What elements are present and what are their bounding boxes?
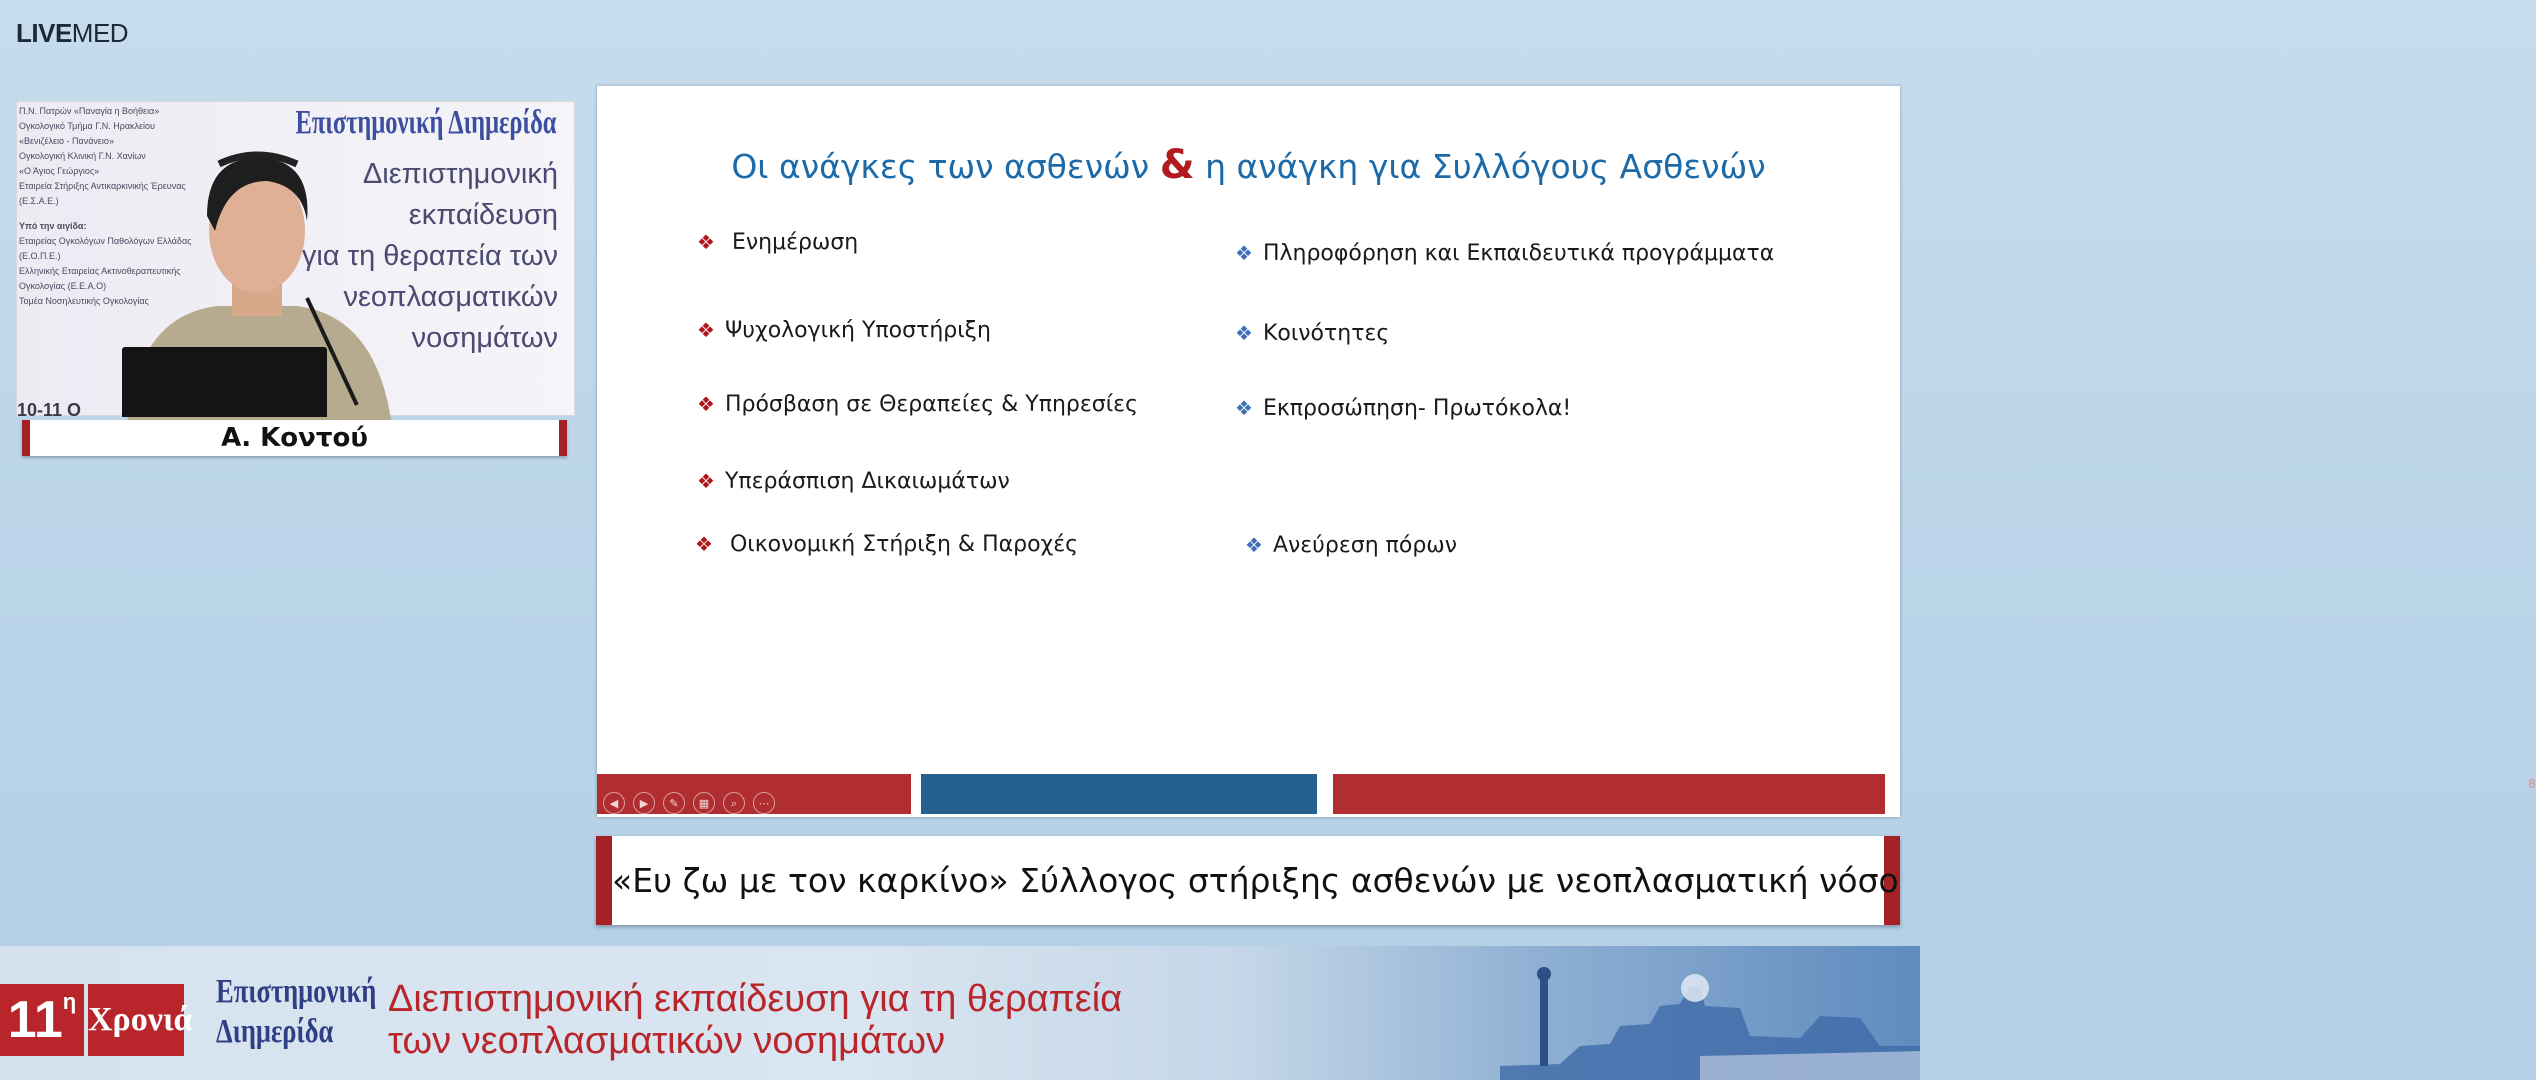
next-icon[interactable]: ▶ (633, 792, 655, 814)
bullet-text: Οικονομική Στήριξη & Παροχές (729, 532, 1079, 557)
banner-title: Επιστημονική Διημερίδα (295, 104, 556, 141)
conference-title-line: Διεπιστημονική εκπαίδευση για τη θεραπεία (388, 978, 1123, 1020)
diamond-bullet-icon: ❖ (1245, 533, 1263, 557)
more-icon[interactable]: ⋯ (753, 792, 775, 814)
right-bullet (1235, 321, 1389, 346)
organizer-line: Ογκολογικό Τμήμα Γ.Ν. Ηρακλείου (19, 121, 155, 131)
auspices-label: Υπό την αιγίδα: (19, 221, 87, 231)
bullet-text: Πληροφόρηση και Εκπαιδευτικά προγράμματα (1262, 241, 1775, 266)
left-bullet (697, 392, 1138, 417)
organizer-line: Ογκολογική Κλινική Γ.Ν. Χανίων (19, 151, 146, 161)
bullet-text: Ανεύρεση πόρων (1272, 533, 1458, 558)
conference-title-line: των νεοπλασματικών νοσημάτων (388, 1020, 946, 1062)
auspices-line: Τομέα Νοσηλευτικής Ογκολογίας (19, 296, 149, 306)
diamond-bullet-icon: ❖ (697, 392, 715, 416)
logo-light: MED (71, 18, 129, 48)
auspices-line: (Ε.Ο.Π.Ε.) (19, 251, 61, 261)
zoom-icon[interactable]: ⌕ (723, 792, 745, 814)
organizer-line: «Ο Άγιος Γεώργιος» (19, 166, 100, 176)
organizer-line: (Ε.Σ.Α.Ε.) (19, 196, 59, 206)
year-badge: Χρονιά (88, 984, 184, 1056)
footer-bar-red-left (597, 774, 911, 814)
left-bullet (697, 230, 858, 255)
bullet-text: Πρόσβαση σε Θεραπείες & Υπηρεσίες (724, 392, 1138, 417)
diamond-bullet-icon: ❖ (697, 469, 715, 493)
speaker-video (16, 101, 575, 420)
banner-line: εκπαίδευση (408, 199, 558, 231)
banner-line: νοσημάτων (411, 322, 558, 354)
slide-page-number: 8 (2528, 777, 2536, 791)
conference-title (388, 978, 1122, 1062)
slideshow-controls (603, 792, 775, 814)
right-bullet (1245, 533, 1457, 558)
organizer-line: Εταιρεία Στήριξης Αντικαρκινικής Έρευνας (19, 181, 186, 191)
banner-line: νεοπλασματικών (343, 281, 558, 313)
banner-line: Διεπιστημονική (362, 158, 558, 190)
right-bullet (1235, 241, 1774, 266)
diamond-bullet-icon: ❖ (1235, 396, 1253, 420)
right-bullet (1235, 396, 1571, 421)
banner-line: για τη θεραπεία των (301, 240, 558, 272)
auspices-line: Εταιρείας Ογκολόγων Παθολόγων Ελλάδας (19, 236, 192, 246)
bullet-text: Υπεράσπιση Δικαιωμάτων (724, 469, 1010, 494)
event-name (216, 972, 376, 1052)
diamond-bullet-icon: ❖ (697, 230, 715, 254)
footer-bar-red-right (1333, 774, 2536, 814)
diamond-bullet-icon: ❖ (1235, 321, 1253, 345)
slide-title (597, 142, 1900, 188)
edition-badge (0, 984, 84, 1056)
event-line: Επιστημονική (216, 973, 377, 1010)
auspices-line: Ογκολογίας (Ε.Ε.Α.Ο) (19, 281, 107, 291)
left-bullet (697, 469, 1010, 494)
organizer-line: Π.Ν. Πατρών «Παναγία η Βοήθεια» (19, 106, 160, 116)
organizer-line: «Βενιζέλειο - Πανάνειο» (19, 136, 114, 146)
edition-suffix: η (62, 989, 77, 1014)
slide-title-part2: η ανάγκη για Συλλόγους Ασθενών (1205, 147, 1766, 186)
presentation-slide (597, 86, 2536, 817)
slide-title-part1: Οι ανάγκες των ασθενών (731, 147, 1150, 186)
speaker-name: Α. Κοντού (22, 420, 567, 456)
bullet-text: Εκπροσώπηση- Πρωτόκολα! (1262, 396, 1572, 421)
left-bullet (695, 532, 1078, 557)
previous-icon[interactable]: ◀ (603, 792, 625, 814)
bullet-text: Ενημέρωση (731, 230, 859, 255)
diamond-bullet-icon: ❖ (695, 532, 713, 556)
bullet-text: Κοινότητες (1262, 321, 1390, 346)
talk-caption: «Ευ ζω με τον καρκίνο» Σύλλογος στήριξης ασθενών με νεοπλασματική νόσο (596, 836, 1900, 925)
harbor-illustration (1500, 946, 1920, 1080)
auspices-line: Ελληνικής Εταιρείας Ακτινοθεραπευτικής (19, 266, 181, 276)
laptop (122, 347, 327, 417)
footer-bar-blue (921, 774, 1317, 814)
bullet-text: Ψυχολογική Υποστήριξη (724, 318, 991, 343)
pen-icon[interactable]: ✎ (663, 792, 685, 814)
edition-number: 11 (7, 991, 63, 1049)
left-bullet (697, 318, 991, 343)
slide-title-ampersand: & (1159, 142, 1195, 188)
slides-grid-icon[interactable]: ▦ (693, 792, 715, 814)
slide-footer (597, 774, 2536, 814)
logo-bold: LIVE (16, 18, 72, 48)
diamond-bullet-icon: ❖ (697, 318, 715, 342)
banner-date: 10-11 Ο (17, 400, 82, 420)
diamond-bullet-icon: ❖ (1235, 241, 1253, 265)
event-line: Διημερίδα (216, 1013, 334, 1050)
conference-band (0, 946, 1920, 1080)
livemed-logo (16, 18, 128, 49)
